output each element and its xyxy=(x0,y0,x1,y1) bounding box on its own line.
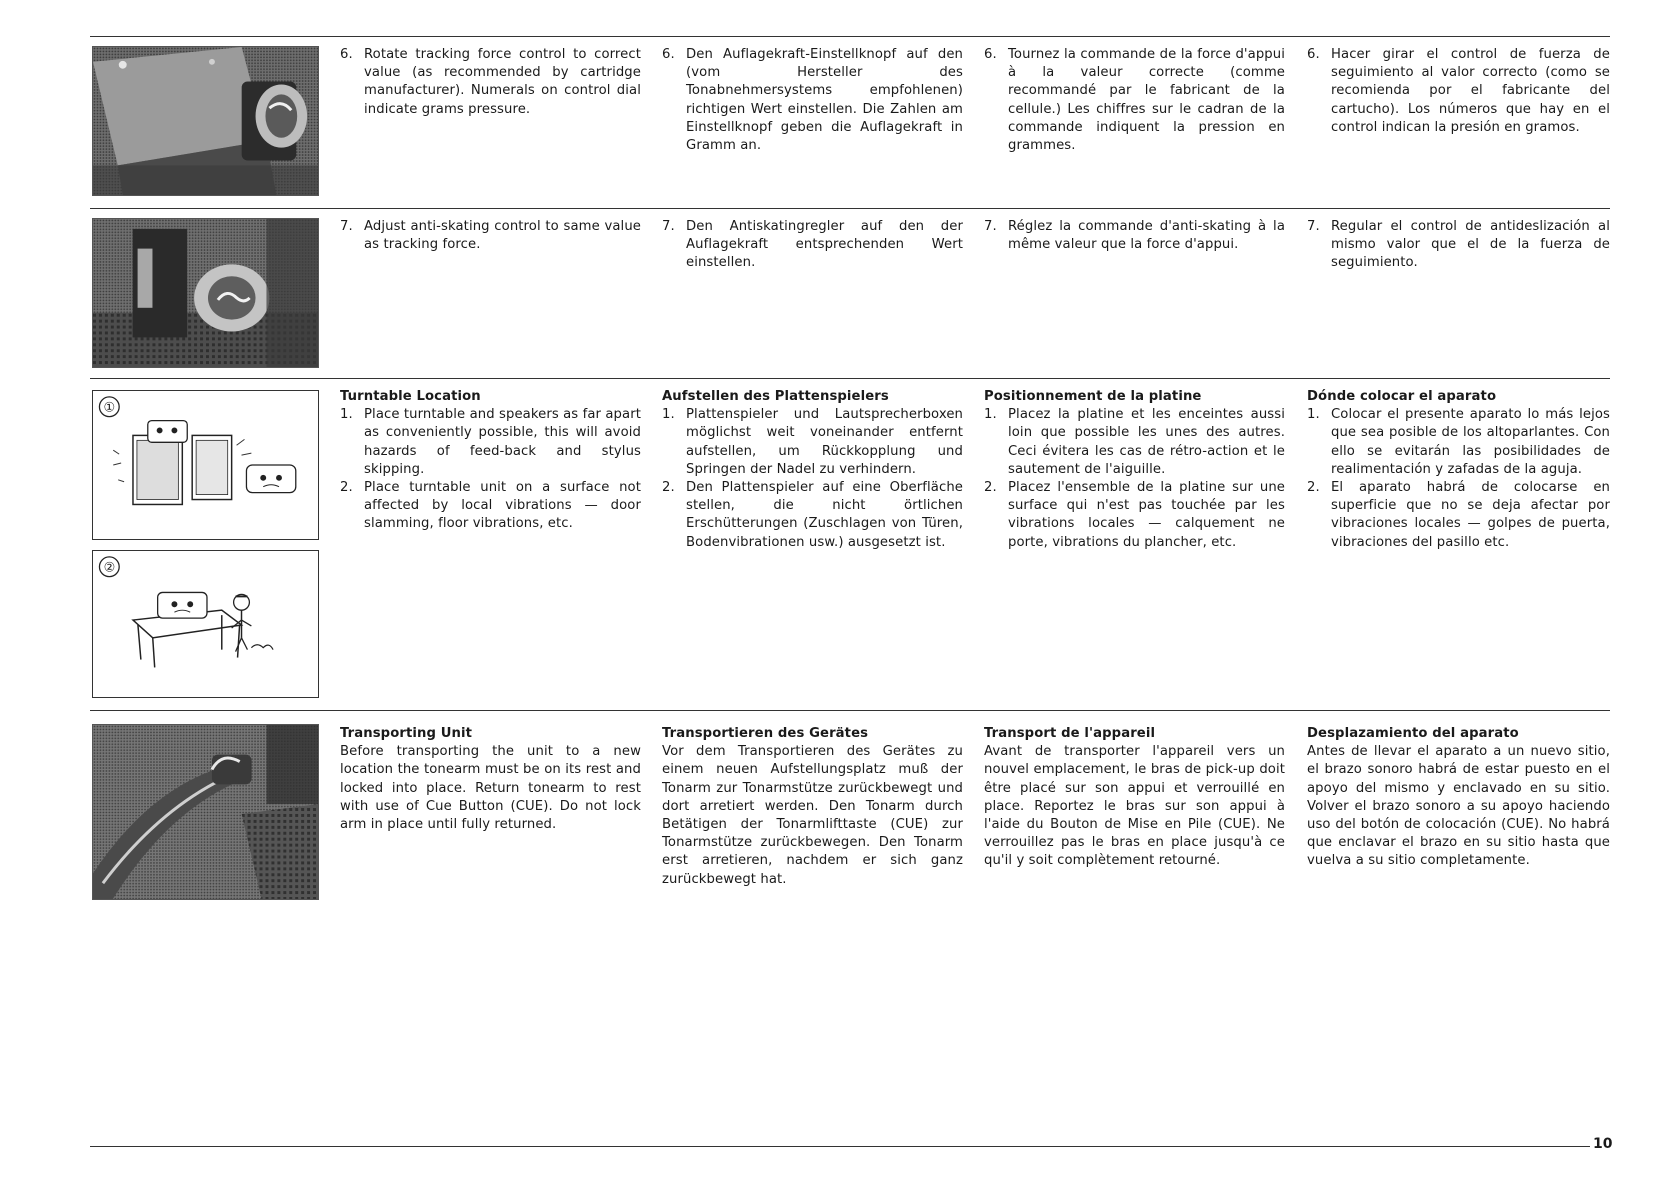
location-en: Turntable Location 1. Place turntable and speakers as far apart as conveniently possible, this will avoid hazards of feed-back and stylus skipping. 2. Place turntable unit on a surface not affected by local vibrations — door slamming, floor vibrations, etc. xyxy=(340,389,641,532)
figure-label-1: ① xyxy=(103,400,116,416)
location-de: Aufstellen des Plattenspielers 1. Plattenspieler und Lautsprecherboxen möglichst weit voneinander entfernt aufstellen, um Rückkopplung und Springen der Nadel zu verhindern. 2. Den Plattenspieler auf eine Oberfläche stellen, die nicht örtlichen Erschütterungen (Zuschlagen von Türen, Bodenvibrationen usw.) ausgesetzt ist. xyxy=(662,389,963,550)
step6-es: 6. Hacer girar el control de fuerza de seguimiento al valor correcto (como se recomienda por el fabricante del cartucho). Los números que hay en el control indican la presión en gramos. xyxy=(1307,47,1610,135)
step6-fr: 6. Tournez la commande de la force d'appui à la valeur correcte (comme recommandé par le fabricant de la cellule.) Les chiffres sur le cadran de la commande indiquent la pression en grammes. xyxy=(984,47,1285,154)
tonearm-rest-photo xyxy=(92,724,319,900)
section-divider xyxy=(90,208,1610,209)
vibration-table-illustration xyxy=(92,550,319,698)
figure-label-2: ② xyxy=(103,560,116,576)
step7-en: 7. Adjust anti-skating control to same value as tracking force. xyxy=(340,219,641,253)
step6-de: 6. Den Auflagekraft-Einstellknopf auf den (vom Hersteller des Tonabnehmersystems empfohlenen) richtigen Wert einstellen. Die Zahlen am Einstellknopf geben die Auflagekraft in Gramm an. xyxy=(662,47,963,154)
section-divider xyxy=(90,378,1610,379)
anti-skating-control-photo xyxy=(92,218,319,368)
step7-de: 7. Den Antiskatingregler auf den der Auflagekraft entsprechenden Wert einstellen. xyxy=(662,219,963,271)
section-heading: Turntable Location xyxy=(340,389,481,404)
section-divider xyxy=(90,710,1610,711)
step6-en: 6. Rotate tracking force control to correct value (as recommended by cartridge manufacturer). Numerals on control dial indicate grams pressure. xyxy=(340,47,641,117)
section-heading: Transport de l'appareil xyxy=(984,726,1156,741)
location-es: Dónde colocar el aparato 1. Colocar el presente aparato lo más lejos que sea posible de los altoparlantes. Con ello se evitarán las posibilidades de realimentación y zafadas de la aguja. 2. El aparato habrá de colocarse en superficie que no se deja afectar por vibraciones locales — golpes de puerta, vibraciones del pasillo etc. xyxy=(1307,389,1610,550)
speaker-placement-illustration xyxy=(92,390,319,540)
tracking-force-dial-photo xyxy=(92,46,319,196)
transport-en: Transporting Unit Before transporting the unit to a new location the tonearm must be on its rest and locked into place. Return tonearm to rest with use of Cue Button (CUE). Do not lock arm in place until fully returned. xyxy=(340,726,641,833)
section-heading: Transporting Unit xyxy=(340,726,473,741)
transport-es: Desplazamiento del aparato Antes de llevar el aparato a un nuevo sitio, el brazo sonoro habrá de estar puesto en el apoyo del mismo y enclavado en su sitio. Volver el brazo sonoro a su apoyo haciendo uso del botón de colocación (CUE). No habrá que enclavar el brazo en su sitio hasta que vuelva a su sitio completamente. xyxy=(1307,726,1610,869)
section-heading: Aufstellen des Plattenspielers xyxy=(662,389,889,404)
section-heading: Transportieren des Gerätes xyxy=(662,726,869,741)
page-number: 10 xyxy=(1593,1136,1613,1152)
section-heading: Positionnement de la platine xyxy=(984,389,1202,404)
footer-rule xyxy=(90,1146,1590,1147)
section-heading: Dónde colocar el aparato xyxy=(1307,389,1497,404)
transport-de: Transportieren des Gerätes Vor dem Transportieren des Gerätes zu einem neuen Aufstellungsplatz muß der Tonarm zur Tonarmstütze zurückbewegt und dort arretiert werden. Den Tonarm durch Betätigen der Tonarmlifttaste (CUE) zur Tonarmstütze zurückbewegen. Den Tonarm erst arretieren, nachdem er sich ganz zurückbewegt hat. xyxy=(662,726,963,887)
step7-fr: 7. Réglez la commande d'anti-skating à la même valeur que la force d'appui. xyxy=(984,219,1285,253)
section-divider xyxy=(90,36,1610,37)
section-heading: Desplazamiento del aparato xyxy=(1307,726,1519,741)
step7-es: 7. Regular el control de antideslización al mismo valor que el de la fuerza de seguimiento. xyxy=(1307,219,1610,271)
transport-fr: Transport de l'appareil Avant de transporter l'appareil vers un nouvel emplacement, le bras de pick-up doit être placé sur son appui et verrouillé en place. Reportez le bras sur son appui à l'aide du Bouton de Mise en Pile (CUE). Ne verrouillez pas le bras en place jusqu'à ce qu'il y soit complètement retourné. xyxy=(984,726,1285,869)
location-fr: Positionnement de la platine 1. Placez la platine et les enceintes aussi loin que possible les unes des autres. Ceci évitera les cas de rétro-action et le sautement de l'aiguille. 2. Placez l'ensemble de la platine sur une surface qui n'est pas touchée par les vibrations locales — calquement ne porte, vibrations du plancher, etc. xyxy=(984,389,1285,550)
